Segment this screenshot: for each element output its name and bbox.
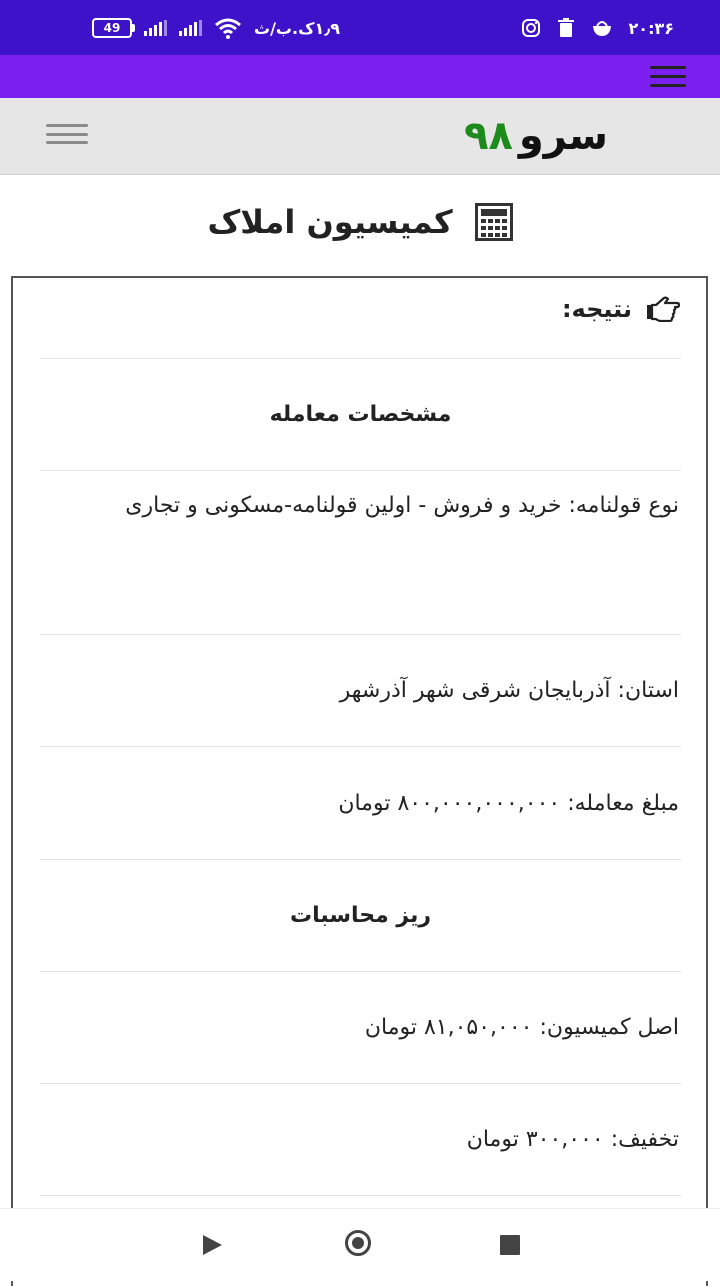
result-panel <box>11 276 708 1286</box>
signal-icon <box>144 20 167 36</box>
calculator-icon <box>475 203 513 241</box>
status-right <box>521 14 674 42</box>
menu-icon[interactable] <box>650 66 686 87</box>
clock: ۲۰:۳۶ <box>628 18 674 38</box>
wifi-icon <box>214 17 242 39</box>
section-heading: مشخصات معامله <box>40 358 681 470</box>
list-item: تخفیف: ۳۰۰,۰۰۰ تومان <box>40 1083 681 1195</box>
logo-word: سرو <box>518 113 608 159</box>
page-title <box>0 196 720 248</box>
list-item: مبلغ معامله: ۸۰۰,۰۰۰,۰۰۰,۰۰۰ تومان <box>40 746 681 859</box>
logo-number: ۹۸ <box>464 113 513 159</box>
shopping-basket-icon <box>591 18 613 38</box>
list-item: اصل کمیسیون: ۸۱,۰۵۰,۰۰۰ تومان <box>40 971 681 1083</box>
battery-level: 49 <box>103 21 121 35</box>
system-nav-bar <box>0 1208 720 1281</box>
signal-icon <box>179 20 202 36</box>
status-bar <box>0 0 720 55</box>
top-app-bar <box>0 55 720 98</box>
result-list <box>40 358 681 1205</box>
site-header <box>0 98 720 175</box>
section-heading: ریز محاسبات <box>40 859 681 971</box>
list-item: نوع قولنامه: خرید و فروش - اولین قولنامه-مسکونی و تجاری <box>40 470 681 634</box>
page-title-text: کمیسیون املاک <box>207 203 453 241</box>
result-heading <box>562 292 680 326</box>
list-item: استان: آذربایجان شرقی شهر آذرشهر <box>40 634 681 746</box>
pointing-hand-icon <box>646 296 680 322</box>
recents-icon[interactable] <box>500 1235 520 1255</box>
home-icon[interactable] <box>345 1230 371 1256</box>
trash-icon <box>557 18 575 38</box>
site-logo[interactable] <box>464 112 608 160</box>
result-heading-text: نتیجه: <box>561 295 632 323</box>
battery-icon <box>92 18 132 38</box>
instagram-icon <box>521 18 541 38</box>
back-icon[interactable] <box>203 1235 222 1255</box>
network-speed: ۱٫۹ک.ب/ث <box>254 18 340 38</box>
status-left <box>92 14 340 42</box>
list-divider <box>40 1195 681 1205</box>
site-menu-icon[interactable] <box>46 124 88 144</box>
